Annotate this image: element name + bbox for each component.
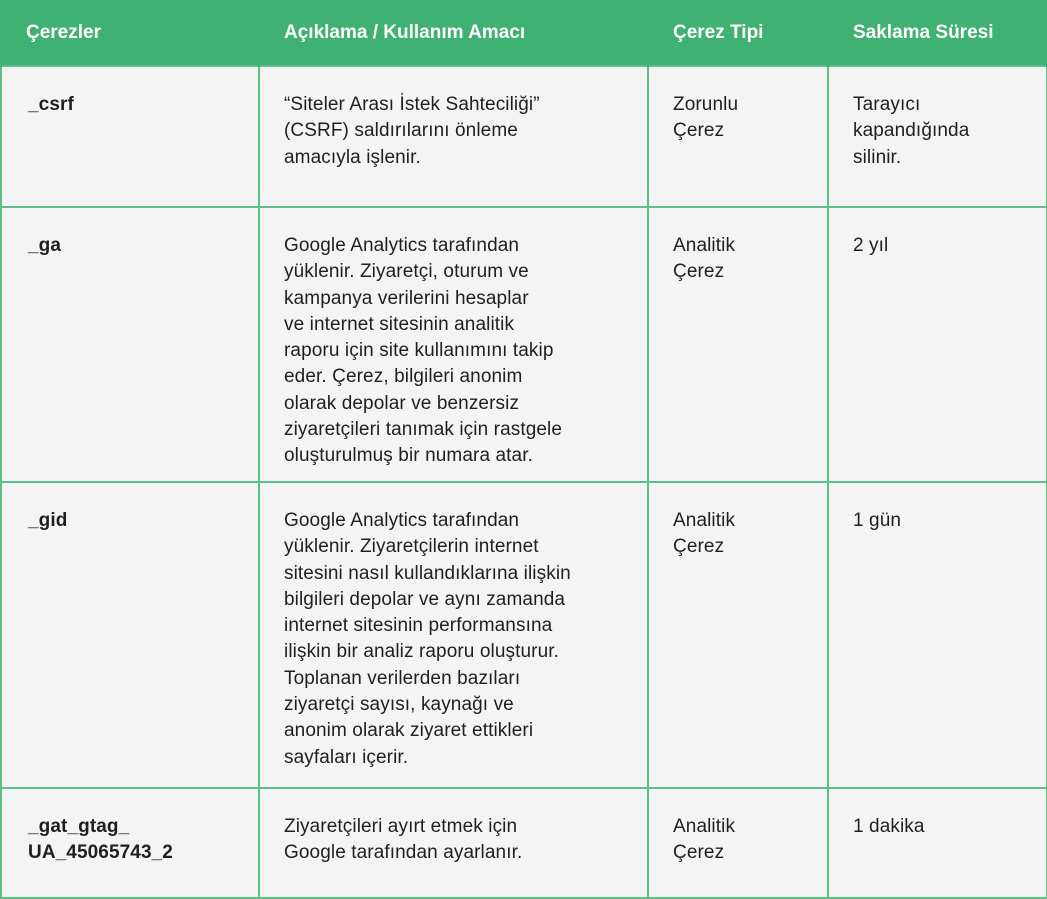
retention-line: Tarayıcı — [853, 94, 921, 115]
description-line: ziyaretçileri tanımak için rastgele — [284, 419, 563, 441]
retention-line: 1 gün — [853, 510, 902, 531]
cookie-type-line: Çerez — [673, 536, 725, 558]
description-cell — [259, 788, 648, 898]
description-line: bilgileri depolar ve aynı zamanda — [284, 588, 566, 610]
description-line: Google tarafından ayarlanır. — [284, 842, 523, 864]
description-line: internet sitesinin performansına — [284, 615, 553, 637]
header-cookie-type: Çerez Tipi — [648, 0, 828, 66]
description-line: ve internet sitesinin analitik — [284, 313, 515, 335]
description-line: oluşturulmuş bir numara atar. — [284, 445, 533, 467]
description-line: “Siteler Arası İstek Sahteciliği” — [284, 94, 540, 115]
description-line: ilişkin bir analiz raporu oluşturur. — [284, 641, 559, 663]
description-cell — [259, 66, 648, 207]
description-line: ziyaretçi sayısı, kaynağı ve — [284, 694, 514, 716]
cookie-type-cell — [648, 788, 828, 898]
cookie-name: _gid — [28, 510, 68, 531]
description-line: anonim olarak ziyaret ettikleri — [284, 720, 534, 742]
cookie-type-line: Zorunlu — [673, 94, 739, 115]
description-cell — [259, 207, 648, 482]
cookie-name-cell — [1, 207, 259, 482]
table-row — [1, 482, 1047, 788]
retention-cell — [828, 66, 1047, 207]
description-line: olarak depolar ve benzersiz — [284, 392, 520, 414]
retention-cell — [828, 482, 1047, 788]
table-row — [1, 788, 1047, 898]
description-line: Google Analytics tarafından — [284, 510, 520, 531]
cookie-type-cell — [648, 482, 828, 788]
description-cell — [259, 482, 648, 788]
cookie-type-line: Analitik — [673, 816, 736, 837]
cookie-type-cell — [648, 207, 828, 482]
description-line: Google Analytics tarafından — [284, 235, 520, 256]
retention-line: 1 dakika — [853, 816, 925, 837]
cookie-name: _csrf — [28, 94, 74, 115]
cookie-name: UA_45065743_2 — [28, 842, 173, 864]
description-line: (CSRF) saldırılarını önleme — [284, 120, 518, 142]
retention-line: kapandığında — [853, 120, 970, 142]
description-line: Ziyaretçileri ayırt etmek için — [284, 816, 518, 837]
description-line: kampanya verilerini hesaplar — [284, 287, 529, 309]
cookie-type-line: Analitik — [673, 510, 736, 531]
cookie-name-cell — [1, 482, 259, 788]
cookie-type-line: Analitik — [673, 235, 736, 256]
description-line: sayfaları içerir. — [284, 746, 409, 768]
table-row — [1, 207, 1047, 482]
cookie-name: _ga — [28, 235, 62, 256]
retention-line: 2 yıl — [853, 235, 889, 256]
description-line: eder. Çerez, bilgileri anonim — [284, 366, 523, 388]
description-line: amacıyla işlenir. — [284, 146, 421, 168]
retention-line: silinir. — [853, 146, 902, 168]
header-cookie-name: Çerezler — [1, 0, 259, 66]
table-row — [1, 66, 1047, 207]
retention-cell — [828, 207, 1047, 482]
header-description: Açıklama / Kullanım Amacı — [259, 0, 648, 66]
cookie-type-line: Çerez — [673, 120, 725, 142]
description-line: Toplanan verilerden bazıları — [284, 667, 521, 689]
cookie-name-cell — [1, 66, 259, 207]
cookie-type-line: Çerez — [673, 261, 725, 283]
header-row — [1, 0, 1047, 66]
retention-cell — [828, 788, 1047, 898]
cookie-name-cell — [1, 788, 259, 898]
cookie-type-cell — [648, 66, 828, 207]
description-line: sitesini nasıl kullandıklarına ilişkin — [284, 562, 571, 584]
header-retention: Saklama Süresi — [828, 0, 1047, 66]
description-line: yüklenir. Ziyaretçi, oturum ve — [284, 261, 529, 283]
cookie-name: _gat_gtag_ — [28, 816, 130, 837]
description-line: raporu için site kullanımını takip — [284, 340, 554, 362]
cookie-type-line: Çerez — [673, 842, 725, 864]
description-line: yüklenir. Ziyaretçilerin internet — [284, 536, 539, 558]
